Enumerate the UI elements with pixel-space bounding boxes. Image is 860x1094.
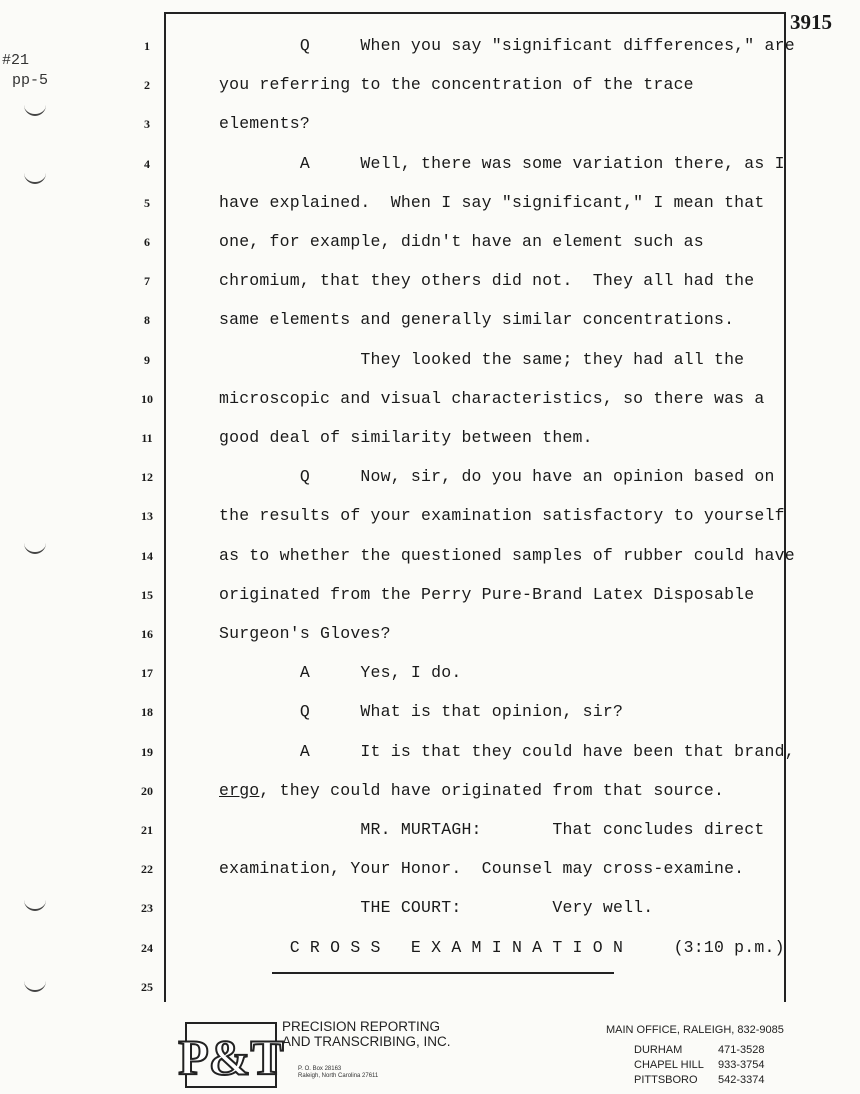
transcript-line: Surgeon's Gloves? [219, 624, 391, 643]
exhibit-note: #21 [2, 52, 30, 69]
line-number: 18 [141, 705, 153, 720]
line-number: 16 [141, 627, 153, 641]
transcript-line: you referring to the concentration of the trace [219, 75, 694, 95]
office-phone: 933-3754 [718, 1059, 765, 1071]
line-number: 5 [144, 195, 150, 210]
line-number: 20 [141, 783, 153, 798]
office-city: DURHAM [634, 1044, 683, 1056]
svg-text:P&T: P&T [178, 1029, 284, 1085]
line-number: 4 [144, 156, 150, 171]
margin-mark [24, 976, 46, 992]
transcript-line: originated from the Perry Pure-Brand Latex Disposable [219, 584, 755, 604]
office-city: PITTSBORO [634, 1074, 698, 1086]
line-number: 3 [144, 117, 150, 132]
po-box [298, 1066, 378, 1080]
line-number: 22 [141, 862, 153, 877]
line-number: 10 [141, 391, 153, 406]
line-number: 19 [141, 744, 153, 759]
frame-top-rule [164, 12, 784, 14]
line-number: 2 [144, 78, 150, 93]
margin-mark [24, 168, 46, 184]
transcript-line: chromium, that they others did not. They all had the [219, 271, 755, 291]
line-number: 1 [144, 39, 150, 53]
company-name [282, 1019, 451, 1049]
transcript-line: Q Now, sir, do you have an opinion based on [219, 467, 775, 487]
page-number: 3915 [790, 10, 832, 34]
line-number: 13 [141, 509, 153, 524]
transcript-line: THE COURT: Very well. [219, 898, 654, 918]
transcript-line: microscopic and visual characteristics, so there was a [219, 388, 765, 408]
line-number: 9 [144, 352, 150, 367]
frame-left-rule [164, 12, 166, 1002]
po-city-line: Raleigh, North Carolina 27611 [298, 1073, 379, 1079]
office-phone: 471-3528 [718, 1044, 765, 1056]
office-phone: 542-3374 [718, 1074, 765, 1086]
transcript-line: A It is that they could have been that brand, [219, 741, 795, 761]
line-number: 12 [141, 470, 153, 485]
transcript-line: Q What is that opinion, sir? [219, 702, 624, 722]
line-number: 8 [144, 313, 150, 328]
line-number: 25 [141, 979, 153, 994]
transcript-line: elements? [219, 114, 310, 134]
pages-note: pp-5 [12, 72, 49, 89]
line-number: 6 [144, 235, 150, 249]
company-line2: AND TRANSCRIBING, INC. [282, 1034, 451, 1049]
transcript-line: A Well, there was some variation there, as I [219, 153, 785, 173]
section-underline [272, 972, 614, 974]
transcript-line [219, 781, 724, 800]
line-number: 11 [141, 431, 153, 445]
transcript-line: have explained. When I say "significant," I mean that [219, 192, 765, 212]
underlined-word: ergo [219, 780, 260, 800]
line-number: 24 [141, 940, 153, 955]
transcript-line: They looked the same; they had all the [219, 349, 745, 369]
transcript-line: good deal of similarity between them. [219, 428, 593, 447]
line-number: 17 [141, 666, 153, 681]
transcript-line: same elements and generally similar concentrations. [219, 310, 735, 330]
office-city: CHAPEL HILL [634, 1059, 704, 1071]
company-logo [178, 1022, 284, 1088]
line-number: 7 [144, 274, 150, 289]
line-text: , they could have originated from that source. [259, 780, 725, 800]
main-office: MAIN OFFICE, RALEIGH, 832-9085 [606, 1024, 784, 1036]
transcript-line: Q When you say "significant differences," are [219, 36, 795, 55]
line-number: 23 [141, 901, 153, 916]
transcript-line: the results of your examination satisfactory to yourself [219, 506, 785, 526]
transcript-line: one, for example, didn't have an element such as [219, 232, 704, 251]
transcript-line: examination, Your Honor. Counsel may cross-examine. [219, 859, 745, 879]
line-number: 14 [141, 548, 153, 563]
line-number: 21 [141, 823, 153, 837]
line-number: 15 [141, 587, 153, 602]
transcript-line: A Yes, I do. [219, 663, 462, 683]
po-box-line: P. O. Box 28163 [298, 1066, 342, 1072]
margin-mark [24, 538, 46, 554]
margin-mark [24, 895, 46, 911]
margin-mark [24, 100, 46, 116]
transcript-line: C R O S S E X A M I N A T I O N (3:10 p.m.) [219, 937, 785, 957]
company-line1: PRECISION REPORTING [282, 1019, 441, 1034]
transcript-line: as to whether the questioned samples of rubber could have [219, 545, 795, 565]
transcript-line: MR. MURTAGH: That concludes direct [219, 820, 765, 839]
